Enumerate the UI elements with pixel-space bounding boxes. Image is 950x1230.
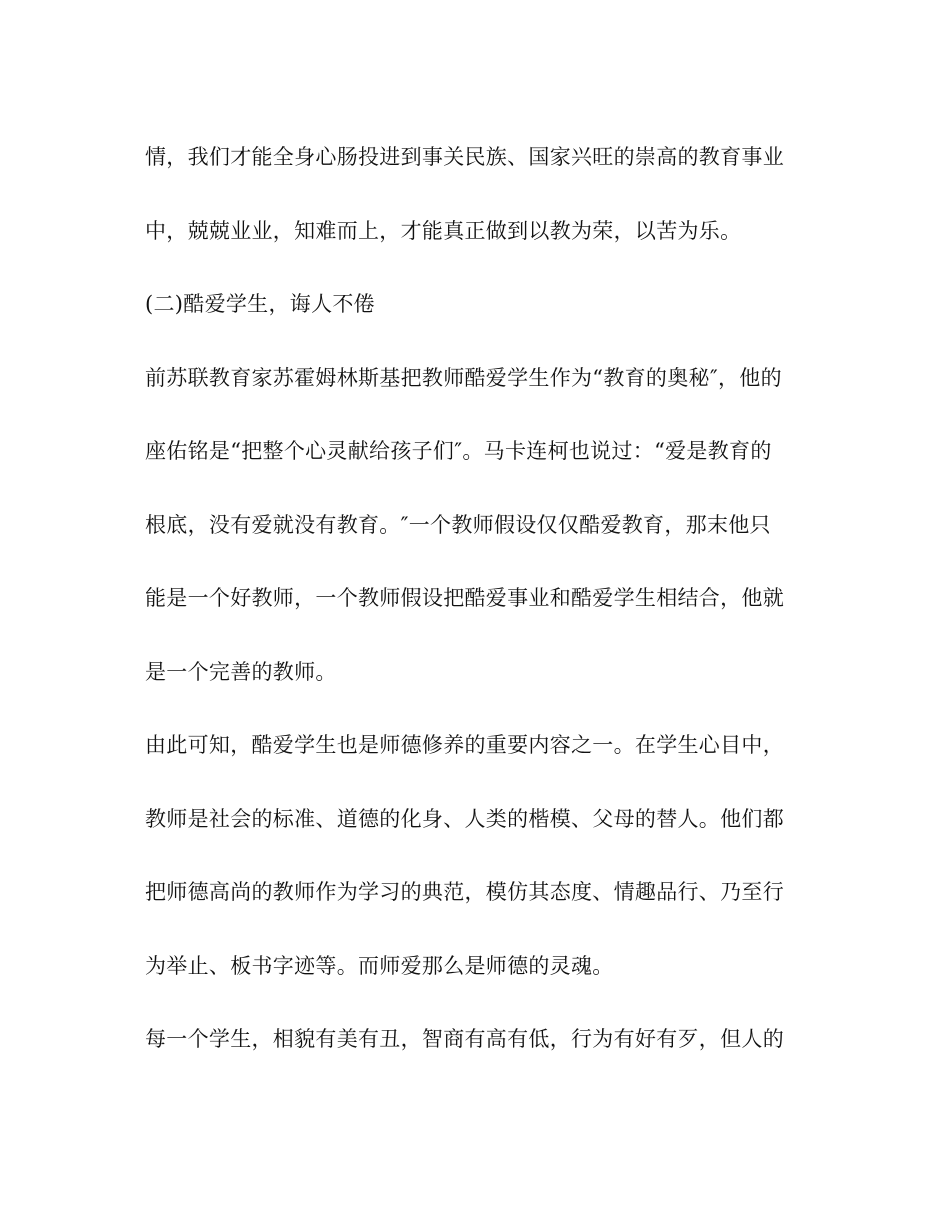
text-line: 由此可知，酷爱学生也是师德修养的重要内容之一。在学生心目中， <box>145 733 784 757</box>
text-line: 中，兢兢业业，知难而上，才能真正做到以教为荣，以苦为乐。 <box>145 218 742 243</box>
text-line: 座佑铭是“把整个心灵献给孩子们″。马卡连柯也说过：“爱是教育的 <box>145 439 772 463</box>
text-line: 把师德高尚的教师作为学习的典范，模仿其态度、情趣品行、乃至行 <box>145 880 784 904</box>
text-line: 情，我们才能全身心肠投进到事关民族、国家兴旺的崇高的教育事业 <box>145 145 784 169</box>
text-line: 是一个完善的教师。 <box>145 659 337 684</box>
body-text <box>145 136 825 1092</box>
text-line: 教师是社会的标准、道德的化身、人类的楷模、父母的替人。他们都 <box>145 806 784 831</box>
section-heading: (二)酷爱学生，诲人不倦 <box>145 292 375 316</box>
text-line: 为举止、板书字迹等。而师爱那么是师德的灵魂。 <box>145 953 614 978</box>
text-line: 能是一个好教师，一个教师假设把酷爱事业和酷爱学生相结合，他就 <box>145 586 784 610</box>
text-line: 根底，没有爱就没有教育。″一个教师假设仅仅酷爱教育，那末他只 <box>145 512 771 537</box>
text-line: 前苏联教育家苏霍姆林斯基把教师酷爱学生作为“教育的奥秘″，他的 <box>145 365 782 390</box>
text-line: 每一个学生，相貌有美有丑，智商有高有低，行为有好有歹，但人的 <box>145 1027 784 1051</box>
